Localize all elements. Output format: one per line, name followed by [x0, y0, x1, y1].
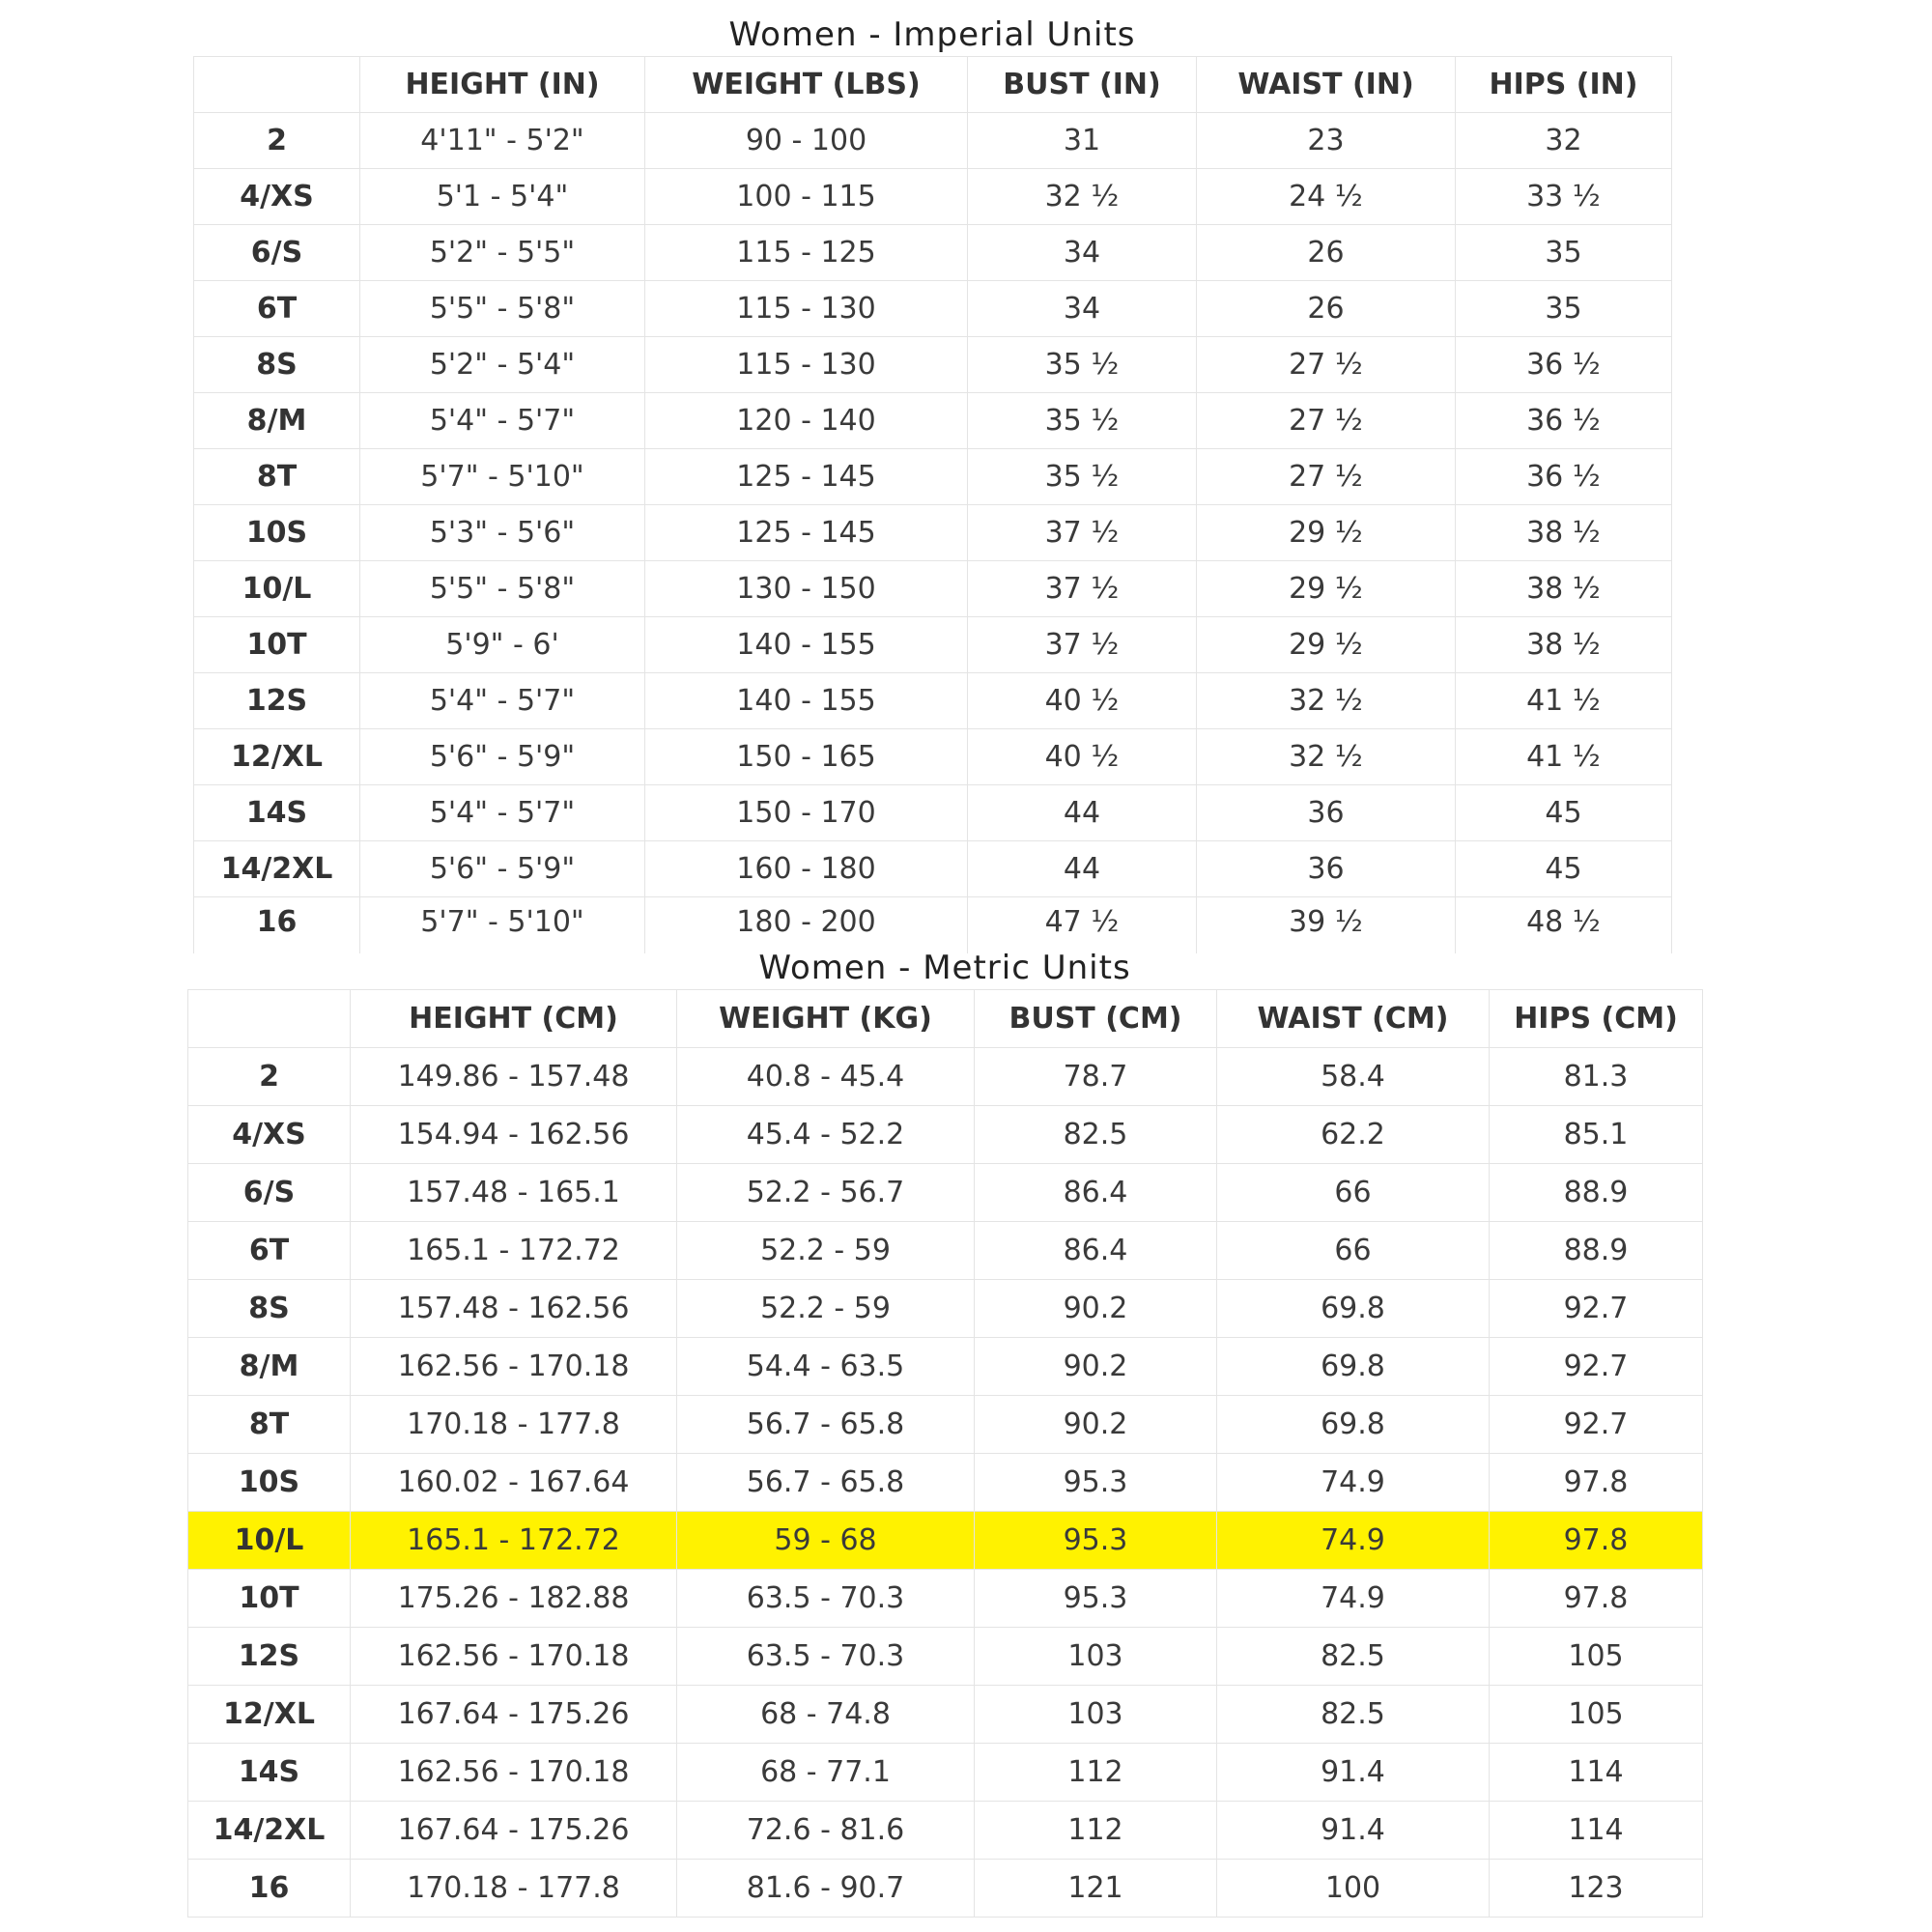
table-cell: 58.4: [1217, 1048, 1490, 1106]
table-cell: 90.2: [975, 1338, 1217, 1396]
table-cell: 66: [1217, 1222, 1490, 1280]
column-header: WAIST (CM): [1217, 990, 1490, 1048]
table-cell: 92.7: [1490, 1338, 1703, 1396]
table-cell: 88.9: [1490, 1222, 1703, 1280]
table-cell: 74.9: [1217, 1454, 1490, 1512]
table-cell: 24 ½: [1197, 169, 1456, 225]
size-label-cell: 2: [194, 113, 360, 169]
table-cell: 162.56 - 170.18: [351, 1744, 677, 1802]
table-cell: 29 ½: [1197, 561, 1456, 617]
table-row: [188, 1512, 1703, 1570]
table-cell: 41 ½: [1456, 673, 1672, 729]
table-cell: 150 - 165: [645, 729, 968, 785]
size-label-cell: 6T: [194, 281, 360, 337]
size-label-cell: 8/M: [194, 393, 360, 449]
table-cell: 5'6" - 5'9": [360, 841, 645, 897]
table-row: [188, 1280, 1703, 1338]
column-header: BUST (CM): [975, 990, 1217, 1048]
table-cell: 125 - 145: [645, 449, 968, 505]
table-cell: 81.6 - 90.7: [677, 1860, 975, 1918]
table-cell: 36 ½: [1456, 337, 1672, 393]
table-cell: 62.2: [1217, 1106, 1490, 1164]
table-cell: 48 ½: [1456, 897, 1672, 953]
table-cell: 5'5" - 5'8": [360, 281, 645, 337]
table-cell: 97.8: [1490, 1454, 1703, 1512]
table-cell: 5'4" - 5'7": [360, 673, 645, 729]
size-label-cell: 6/S: [188, 1164, 351, 1222]
size-label-cell: 6T: [188, 1222, 351, 1280]
table-row: [194, 169, 1672, 225]
table-cell: 82.5: [975, 1106, 1217, 1164]
table-cell: 125 - 145: [645, 505, 968, 561]
table-cell: 66: [1217, 1164, 1490, 1222]
table-cell: 40 ½: [968, 729, 1197, 785]
table-cell: 140 - 155: [645, 617, 968, 673]
table-cell: 29 ½: [1197, 617, 1456, 673]
size-label-cell: 12S: [194, 673, 360, 729]
table-cell: 26: [1197, 225, 1456, 281]
table-cell: 5'7" - 5'10": [360, 897, 645, 953]
table-cell: 162.56 - 170.18: [351, 1628, 677, 1686]
column-header: [188, 990, 351, 1048]
table-cell: 86.4: [975, 1164, 1217, 1222]
table-cell: 27 ½: [1197, 337, 1456, 393]
table-cell: 44: [968, 785, 1197, 841]
table-cell: 52.2 - 59: [677, 1222, 975, 1280]
size-label-cell: 8T: [194, 449, 360, 505]
table-cell: 115 - 130: [645, 281, 968, 337]
table-cell: 157.48 - 162.56: [351, 1280, 677, 1338]
table-cell: 47 ½: [968, 897, 1197, 953]
table-cell: 170.18 - 177.8: [351, 1396, 677, 1454]
table-cell: 123: [1490, 1860, 1703, 1918]
imperial-size-table: [193, 56, 1672, 953]
table-row: [188, 1570, 1703, 1628]
table-cell: 120 - 140: [645, 393, 968, 449]
size-label-cell: 6/S: [194, 225, 360, 281]
size-label-cell: 16: [188, 1860, 351, 1918]
table-cell: 150 - 170: [645, 785, 968, 841]
table-cell: 74.9: [1217, 1512, 1490, 1570]
table-cell: 69.8: [1217, 1338, 1490, 1396]
table-cell: 78.7: [975, 1048, 1217, 1106]
header-row: [194, 57, 1672, 113]
table-cell: 167.64 - 175.26: [351, 1686, 677, 1744]
table-cell: 63.5 - 70.3: [677, 1628, 975, 1686]
table-cell: 32 ½: [968, 169, 1197, 225]
table-cell: 4'11" - 5'2": [360, 113, 645, 169]
size-label-cell: 16: [194, 897, 360, 953]
table-cell: 112: [975, 1744, 1217, 1802]
table-cell: 5'2" - 5'4": [360, 337, 645, 393]
table-cell: 92.7: [1490, 1280, 1703, 1338]
table-cell: 115 - 130: [645, 337, 968, 393]
table-cell: 39 ½: [1197, 897, 1456, 953]
table-cell: 72.6 - 81.6: [677, 1802, 975, 1860]
table-cell: 5'4" - 5'7": [360, 785, 645, 841]
size-label-cell: 10S: [194, 505, 360, 561]
size-label-cell: 10T: [188, 1570, 351, 1628]
table-cell: 40 ½: [968, 673, 1197, 729]
size-label-cell: 14/2XL: [194, 841, 360, 897]
size-label-cell: 12/XL: [188, 1686, 351, 1744]
table-cell: 45: [1456, 841, 1672, 897]
table-cell: 160.02 - 167.64: [351, 1454, 677, 1512]
table-cell: 5'9" - 6': [360, 617, 645, 673]
table-cell: 41 ½: [1456, 729, 1672, 785]
table-row: [188, 1744, 1703, 1802]
table-row: [188, 1164, 1703, 1222]
table-row: [188, 1106, 1703, 1164]
table-cell: 5'7" - 5'10": [360, 449, 645, 505]
table-cell: 37 ½: [968, 561, 1197, 617]
table-row: [194, 785, 1672, 841]
size-label-cell: 14S: [194, 785, 360, 841]
table-cell: 32 ½: [1197, 673, 1456, 729]
column-header: WEIGHT (KG): [677, 990, 975, 1048]
table-cell: 149.86 - 157.48: [351, 1048, 677, 1106]
table-cell: 63.5 - 70.3: [677, 1570, 975, 1628]
table-cell: 29 ½: [1197, 505, 1456, 561]
table-row: [194, 729, 1672, 785]
table-row: [188, 1048, 1703, 1106]
table-cell: 54.4 - 63.5: [677, 1338, 975, 1396]
table-cell: 95.3: [975, 1570, 1217, 1628]
table-cell: 5'1 - 5'4": [360, 169, 645, 225]
size-label-cell: 4/XS: [188, 1106, 351, 1164]
table-cell: 35 ½: [968, 393, 1197, 449]
table-cell: 91.4: [1217, 1802, 1490, 1860]
table-row: [194, 561, 1672, 617]
table-cell: 85.1: [1490, 1106, 1703, 1164]
table-cell: 160 - 180: [645, 841, 968, 897]
column-header: WAIST (IN): [1197, 57, 1456, 113]
table-cell: 180 - 200: [645, 897, 968, 953]
size-label-cell: 14S: [188, 1744, 351, 1802]
table-cell: 165.1 - 172.72: [351, 1512, 677, 1570]
table-row: [194, 393, 1672, 449]
table-cell: 40.8 - 45.4: [677, 1048, 975, 1106]
table-cell: 56.7 - 65.8: [677, 1396, 975, 1454]
table-cell: 27 ½: [1197, 449, 1456, 505]
table-cell: 35: [1456, 225, 1672, 281]
table-cell: 95.3: [975, 1512, 1217, 1570]
table-cell: 154.94 - 162.56: [351, 1106, 677, 1164]
table-row: [188, 1222, 1703, 1280]
table-cell: 35 ½: [968, 337, 1197, 393]
table-cell: 31: [968, 113, 1197, 169]
table-cell: 130 - 150: [645, 561, 968, 617]
table-cell: 103: [975, 1628, 1217, 1686]
table-cell: 37 ½: [968, 617, 1197, 673]
table-row: [188, 1686, 1703, 1744]
table-cell: 35 ½: [968, 449, 1197, 505]
table-cell: 34: [968, 225, 1197, 281]
table-cell: 165.1 - 172.72: [351, 1222, 677, 1280]
table-cell: 74.9: [1217, 1570, 1490, 1628]
table-cell: 52.2 - 56.7: [677, 1164, 975, 1222]
table-cell: 23: [1197, 113, 1456, 169]
table-cell: 68 - 74.8: [677, 1686, 975, 1744]
table-cell: 121: [975, 1860, 1217, 1918]
table-cell: 34: [968, 281, 1197, 337]
size-label-cell: 12/XL: [194, 729, 360, 785]
table-cell: 157.48 - 165.1: [351, 1164, 677, 1222]
size-label-cell: 8S: [194, 337, 360, 393]
table-cell: 56.7 - 65.8: [677, 1454, 975, 1512]
table-cell: 140 - 155: [645, 673, 968, 729]
table-cell: 38 ½: [1456, 505, 1672, 561]
size-label-cell: 10T: [194, 617, 360, 673]
size-label-cell: 10/L: [194, 561, 360, 617]
header-row: [188, 990, 1703, 1048]
table-cell: 95.3: [975, 1454, 1217, 1512]
table-row: [194, 113, 1672, 169]
table-cell: 5'4" - 5'7": [360, 393, 645, 449]
column-header: [194, 57, 360, 113]
table-cell: 69.8: [1217, 1280, 1490, 1338]
table-cell: 37 ½: [968, 505, 1197, 561]
table-cell: 103: [975, 1686, 1217, 1744]
table-cell: 52.2 - 59: [677, 1280, 975, 1338]
table-cell: 100: [1217, 1860, 1490, 1918]
table-cell: 32 ½: [1197, 729, 1456, 785]
table-row: [194, 673, 1672, 729]
table-cell: 90.2: [975, 1280, 1217, 1338]
table-cell: 38 ½: [1456, 561, 1672, 617]
table-cell: 5'3" - 5'6": [360, 505, 645, 561]
size-label-cell: 4/XS: [194, 169, 360, 225]
table-cell: 170.18 - 177.8: [351, 1860, 677, 1918]
column-header: HIPS (IN): [1456, 57, 1672, 113]
table-cell: 97.8: [1490, 1512, 1703, 1570]
table-cell: 68 - 77.1: [677, 1744, 975, 1802]
table-cell: 5'5" - 5'8": [360, 561, 645, 617]
size-label-cell: 2: [188, 1048, 351, 1106]
table-cell: 26: [1197, 281, 1456, 337]
column-header: HEIGHT (CM): [351, 990, 677, 1048]
table-row: [194, 617, 1672, 673]
table-cell: 32: [1456, 113, 1672, 169]
column-header: BUST (IN): [968, 57, 1197, 113]
table-cell: 112: [975, 1802, 1217, 1860]
size-label-cell: 10/L: [188, 1512, 351, 1570]
table-cell: 97.8: [1490, 1570, 1703, 1628]
table-cell: 100 - 115: [645, 169, 968, 225]
table-cell: 5'2" - 5'5": [360, 225, 645, 281]
table-cell: 59 - 68: [677, 1512, 975, 1570]
size-label-cell: 14/2XL: [188, 1802, 351, 1860]
table-cell: 81.3: [1490, 1048, 1703, 1106]
table-cell: 45: [1456, 785, 1672, 841]
table-cell: 90.2: [975, 1396, 1217, 1454]
column-header: HIPS (CM): [1490, 990, 1703, 1048]
table-row: [194, 225, 1672, 281]
table-row: [188, 1860, 1703, 1918]
table-cell: 44: [968, 841, 1197, 897]
table-cell: 162.56 - 170.18: [351, 1338, 677, 1396]
size-label-cell: 8T: [188, 1396, 351, 1454]
table-cell: 91.4: [1217, 1744, 1490, 1802]
imperial-table-title: Women - Imperial Units: [728, 15, 1136, 54]
table-cell: 69.8: [1217, 1396, 1490, 1454]
table-cell: 114: [1490, 1802, 1703, 1860]
table-row: [194, 505, 1672, 561]
table-cell: 115 - 125: [645, 225, 968, 281]
column-header: WEIGHT (LBS): [645, 57, 968, 113]
table-cell: 36: [1197, 841, 1456, 897]
table-cell: 167.64 - 175.26: [351, 1802, 677, 1860]
table-cell: 92.7: [1490, 1396, 1703, 1454]
metric-table-title: Women - Metric Units: [758, 949, 1131, 987]
table-row: [188, 1802, 1703, 1860]
table-row: [188, 1454, 1703, 1512]
table-cell: 36 ½: [1456, 449, 1672, 505]
table-cell: 36 ½: [1456, 393, 1672, 449]
table-row: [194, 897, 1672, 953]
table-cell: 88.9: [1490, 1164, 1703, 1222]
table-cell: 33 ½: [1456, 169, 1672, 225]
size-label-cell: 8S: [188, 1280, 351, 1338]
table-row: [194, 281, 1672, 337]
size-label-cell: 8/M: [188, 1338, 351, 1396]
table-row: [194, 841, 1672, 897]
table-cell: 90 - 100: [645, 113, 968, 169]
table-cell: 27 ½: [1197, 393, 1456, 449]
table-row: [194, 449, 1672, 505]
table-cell: 82.5: [1217, 1686, 1490, 1744]
table-cell: 5'6" - 5'9": [360, 729, 645, 785]
column-header: HEIGHT (IN): [360, 57, 645, 113]
size-label-cell: 12S: [188, 1628, 351, 1686]
table-cell: 45.4 - 52.2: [677, 1106, 975, 1164]
table-cell: 105: [1490, 1686, 1703, 1744]
table-row: [188, 1396, 1703, 1454]
table-cell: 35: [1456, 281, 1672, 337]
size-label-cell: 10S: [188, 1454, 351, 1512]
table-cell: 36: [1197, 785, 1456, 841]
table-row: [188, 1338, 1703, 1396]
table-cell: 175.26 - 182.88: [351, 1570, 677, 1628]
table-row: [194, 337, 1672, 393]
table-row: [188, 1628, 1703, 1686]
table-cell: 105: [1490, 1628, 1703, 1686]
table-cell: 86.4: [975, 1222, 1217, 1280]
table-cell: 82.5: [1217, 1628, 1490, 1686]
table-cell: 38 ½: [1456, 617, 1672, 673]
metric-size-table: [187, 989, 1703, 1918]
table-cell: 114: [1490, 1744, 1703, 1802]
